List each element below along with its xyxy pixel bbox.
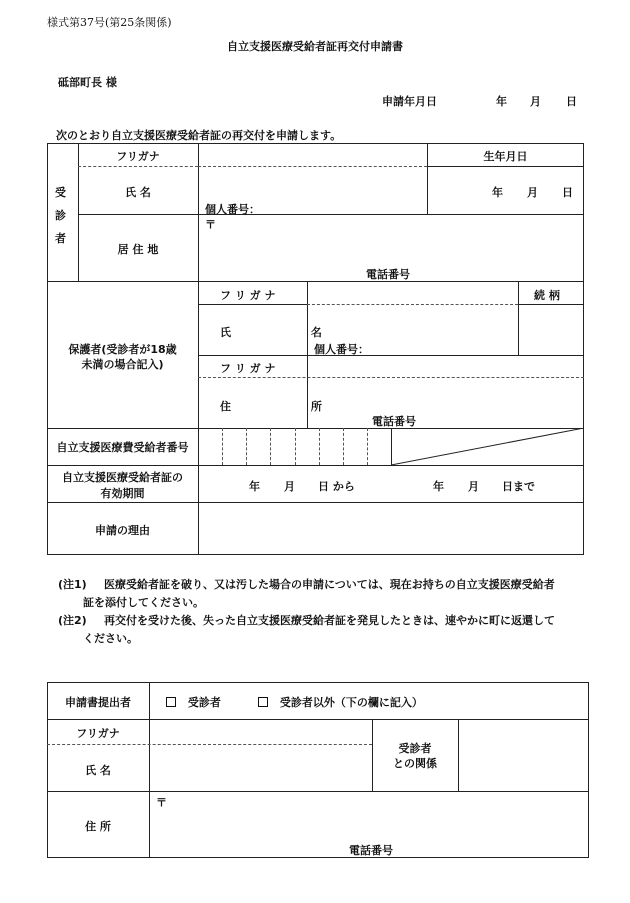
- submitter-option-other[interactable]: [258, 694, 423, 710]
- submitter-postal-mark: 〒: [156, 796, 167, 809]
- patient-section-bottom-line: [47, 281, 584, 282]
- guardian-name-bottom-line: [198, 355, 584, 356]
- digit-cell-divider: [343, 428, 344, 465]
- patient-label-3: 者: [55, 232, 66, 245]
- patient-label-2: 診: [55, 209, 66, 222]
- submitter-furigana-label: フリガナ: [76, 727, 120, 740]
- birthdate-header-line: [427, 166, 584, 167]
- note-1-line1: 医療受給者証を破り、又は汚した場合の申請については、現在お持ちの自立支援医療受給者: [104, 578, 555, 591]
- recipient-number-diagonal: [391, 428, 584, 465]
- guardian-relationship-label: 続 柄: [534, 289, 560, 302]
- patient-personal-number-label: 個人番号：: [205, 203, 260, 216]
- digit-cell-divider: [319, 428, 320, 465]
- patient-birthdate-year: 年: [492, 186, 503, 199]
- patient-phone-label: 電話番号: [366, 268, 410, 281]
- recipient-number-bottom-line: [47, 465, 584, 466]
- guardian-name-label: 氏 名: [220, 326, 360, 339]
- validity-to-year: 年: [433, 480, 444, 493]
- patient-name-label: 氏 名: [125, 186, 151, 199]
- digit-cell-divider: [246, 428, 247, 465]
- relation-label-line2: との関係: [393, 757, 437, 770]
- relation-label-right-divider: [458, 719, 459, 791]
- submitter-label-column-divider: [149, 682, 150, 858]
- guardian-furigana1-label: フ リ ガ ナ: [220, 289, 276, 302]
- patient-furigana-line: [198, 166, 427, 167]
- application-date-day: 日: [566, 95, 577, 108]
- note-2-line1: 再交付を受けた後、失った自立支援医療受給者証を発見したときは、速やかに町に返還して: [104, 614, 555, 627]
- validity-from-month: 月: [284, 480, 295, 493]
- label-column-divider: [198, 143, 199, 555]
- validity-to-day: 日まで: [502, 480, 535, 493]
- guardian-relationship-divider: [518, 281, 519, 355]
- addressee: 砥部町長 様: [58, 76, 117, 89]
- submitter-phone-label: 電話番号: [349, 844, 393, 857]
- note-1-mark: (注1): [58, 578, 87, 591]
- submitter-option-other-label: 受診者以外（下の欄に記入）: [279, 696, 423, 709]
- submitter-name-label: 氏 名: [85, 764, 111, 777]
- validity-from-day: 日 から: [318, 480, 355, 493]
- guardian-label-line2: 未満の場合記入): [81, 358, 164, 371]
- guardian-label-line1: 保護者(受診者が18歳: [68, 343, 177, 356]
- digit-cell-divider: [270, 428, 271, 465]
- patient-birthdate-day: 日: [562, 186, 573, 199]
- form-number: 様式第37号(第25条関係): [47, 16, 172, 29]
- guardian-furigana1-line: [307, 304, 518, 305]
- application-date-label: 申請年月日: [382, 95, 437, 108]
- submitter-label: 申請書提出者: [65, 696, 131, 709]
- patient-label-1: 受: [55, 186, 66, 199]
- patient-postal-mark: 〒: [205, 218, 216, 231]
- submitter-option-patient-label: 受診者: [187, 696, 221, 709]
- submitter-address-label: 住 所: [85, 820, 111, 833]
- patient-address-label: 居 住 地: [117, 243, 159, 256]
- guardian-address-label: 住 所: [220, 400, 360, 413]
- note-1-line2: 証を添付してください。: [83, 596, 204, 609]
- patient-birthdate-month: 月: [527, 186, 538, 199]
- validity-to-month: 月: [468, 480, 479, 493]
- guardian-furigana2-line: [198, 377, 584, 378]
- patient-furigana-line-left: [78, 166, 198, 167]
- recipient-number-label: 自立支援医療費受給者番号: [56, 441, 189, 454]
- page-title: 自立支援医療受給者証再交付申請書: [227, 40, 403, 53]
- digit-cell-divider: [222, 428, 223, 465]
- submitter-option-patient[interactable]: [166, 694, 221, 710]
- reason-label: 申請の理由: [95, 524, 150, 537]
- submitter-header-bottom-line: [47, 719, 589, 720]
- submitter-name-bottom-line: [47, 791, 589, 792]
- guardian-furigana1-line-left: [198, 304, 307, 305]
- other-checkbox[interactable]: [258, 697, 268, 707]
- digit-cell-divider: [295, 428, 296, 465]
- validity-label-line1: 自立支援医療受給者証の: [62, 471, 183, 484]
- validity-from-year: 年: [249, 480, 260, 493]
- guardian-relationship-header-line: [518, 304, 584, 305]
- note-2-mark: (注2): [58, 614, 87, 627]
- patient-birthdate-label: 生年月日: [483, 150, 528, 163]
- guardian-furigana2-label: フ リ ガ ナ: [220, 362, 276, 375]
- patient-checkbox[interactable]: [166, 697, 176, 707]
- patient-furigana-label: フリガナ: [116, 150, 160, 163]
- relation-label-line1: 受診者: [398, 742, 432, 755]
- guardian-phone-label: 電話番号: [372, 415, 416, 428]
- validity-label-line2: 有効期間: [100, 487, 145, 500]
- guardian-personal-number-label: 個人番号：: [314, 343, 369, 356]
- note-2-line2: ください。: [83, 632, 138, 645]
- validity-bottom-line: [47, 502, 584, 503]
- application-date-year: 年: [496, 95, 507, 108]
- submitter-furigana-line: [47, 744, 372, 745]
- application-date-month: 月: [530, 95, 541, 108]
- digit-cell-divider: [367, 428, 368, 465]
- intro-text: 次のとおり自立支援医療受給者証の再交付を申請します。: [56, 129, 342, 142]
- patient-name-bottom-line: [78, 214, 584, 215]
